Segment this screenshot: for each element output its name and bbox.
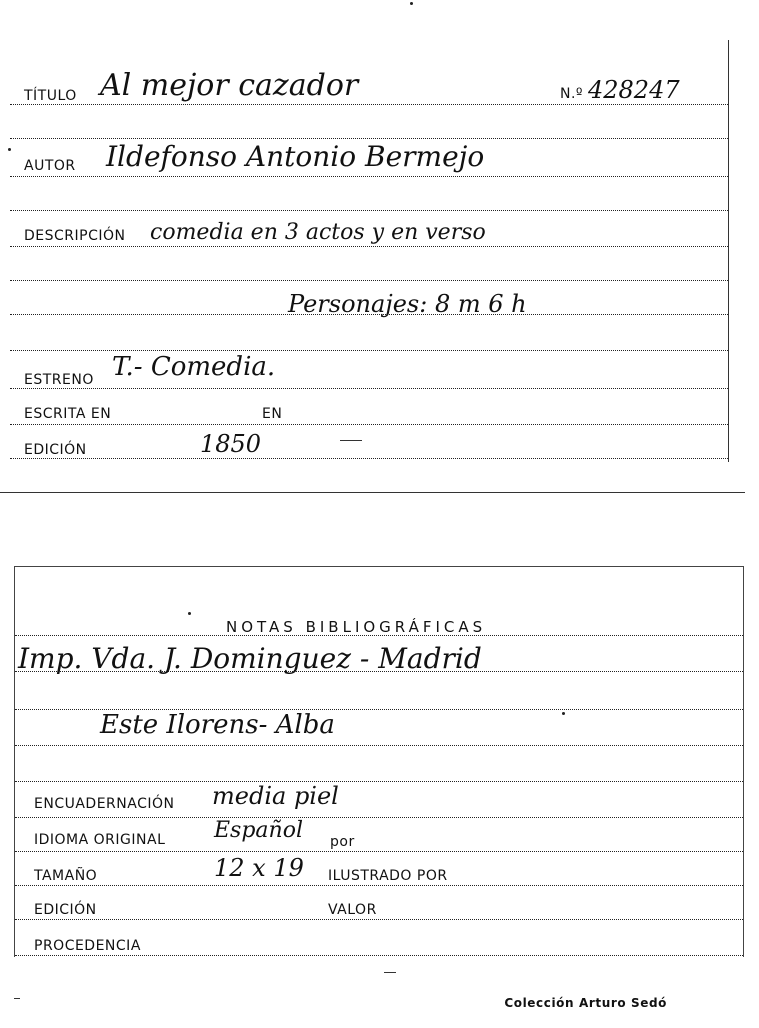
descripcion-value: comedia en 3 actos y en verso [150,220,486,245]
numero-label: N.º [560,86,584,102]
estreno-label: ESTRENO [24,372,94,388]
rule-line [10,138,728,139]
personajes-value: Personajes: 8 m 6 h [288,290,527,318]
valor-label: VALOR [328,902,377,918]
escrita-en-label: ESCRITA EN [24,406,112,422]
rule-line [15,745,743,746]
rule-line [15,955,743,956]
pen-mark [384,972,396,973]
rule-line [15,781,743,782]
encuadernacion-value: media piel [212,782,339,810]
rule-line [10,246,728,247]
tamano-label: TAMAÑO [34,868,98,884]
titulo-label: TÍTULO [24,88,77,104]
rule-line [10,176,728,177]
edicion-label-2: EDICIÓN [34,902,97,918]
autor-value: Ildefonso Antonio Bermejo [106,140,485,173]
por-label: por [330,834,355,850]
idioma-value: Español [214,818,303,843]
notas-heading: NOTAS BIBLIOGRÁFICAS [226,618,487,636]
rule-line [10,350,728,351]
speck [562,712,565,715]
rule-line [15,885,743,886]
rule-line [10,104,728,105]
pen-mark [340,440,362,441]
estreno-value: T.- Comedia. [112,352,276,382]
procedencia-label: PROCEDENCIA [34,938,141,954]
rule-line [10,458,728,459]
edicion-label: EDICIÓN [24,442,87,458]
speck [410,2,413,5]
card-separator [0,492,745,493]
en-label: EN [262,406,283,422]
note-line-1: Imp. Vda. J. Dominguez - Madrid [18,642,482,675]
speck [8,148,11,151]
rule-line [10,388,728,389]
encuadernacion-label: ENCUADERNACIÓN [34,796,175,812]
pen-mark [14,998,20,999]
ilustrado-label: ILUSTRADO POR [328,868,448,884]
autor-label: AUTOR [24,158,76,174]
idioma-label: IDIOMA ORIGINAL [34,832,166,848]
edicion-value: 1850 [200,430,262,458]
rule-line [10,424,728,425]
rule-line [10,280,728,281]
speck [188,612,191,615]
rule-line [15,919,743,920]
titulo-value: Al mejor cazador [100,68,359,103]
numero-value: 428247 [588,76,680,104]
collection-footer: Colección Arturo Sedó [504,996,667,1010]
rule-line [15,817,743,818]
rule-line [10,210,728,211]
descripcion-label: DESCRIPCIÓN [24,228,126,244]
tamano-value: 12 x 19 [214,854,304,882]
rule-line [15,851,743,852]
note-line-2: Este Ilorens- Alba [100,710,335,740]
